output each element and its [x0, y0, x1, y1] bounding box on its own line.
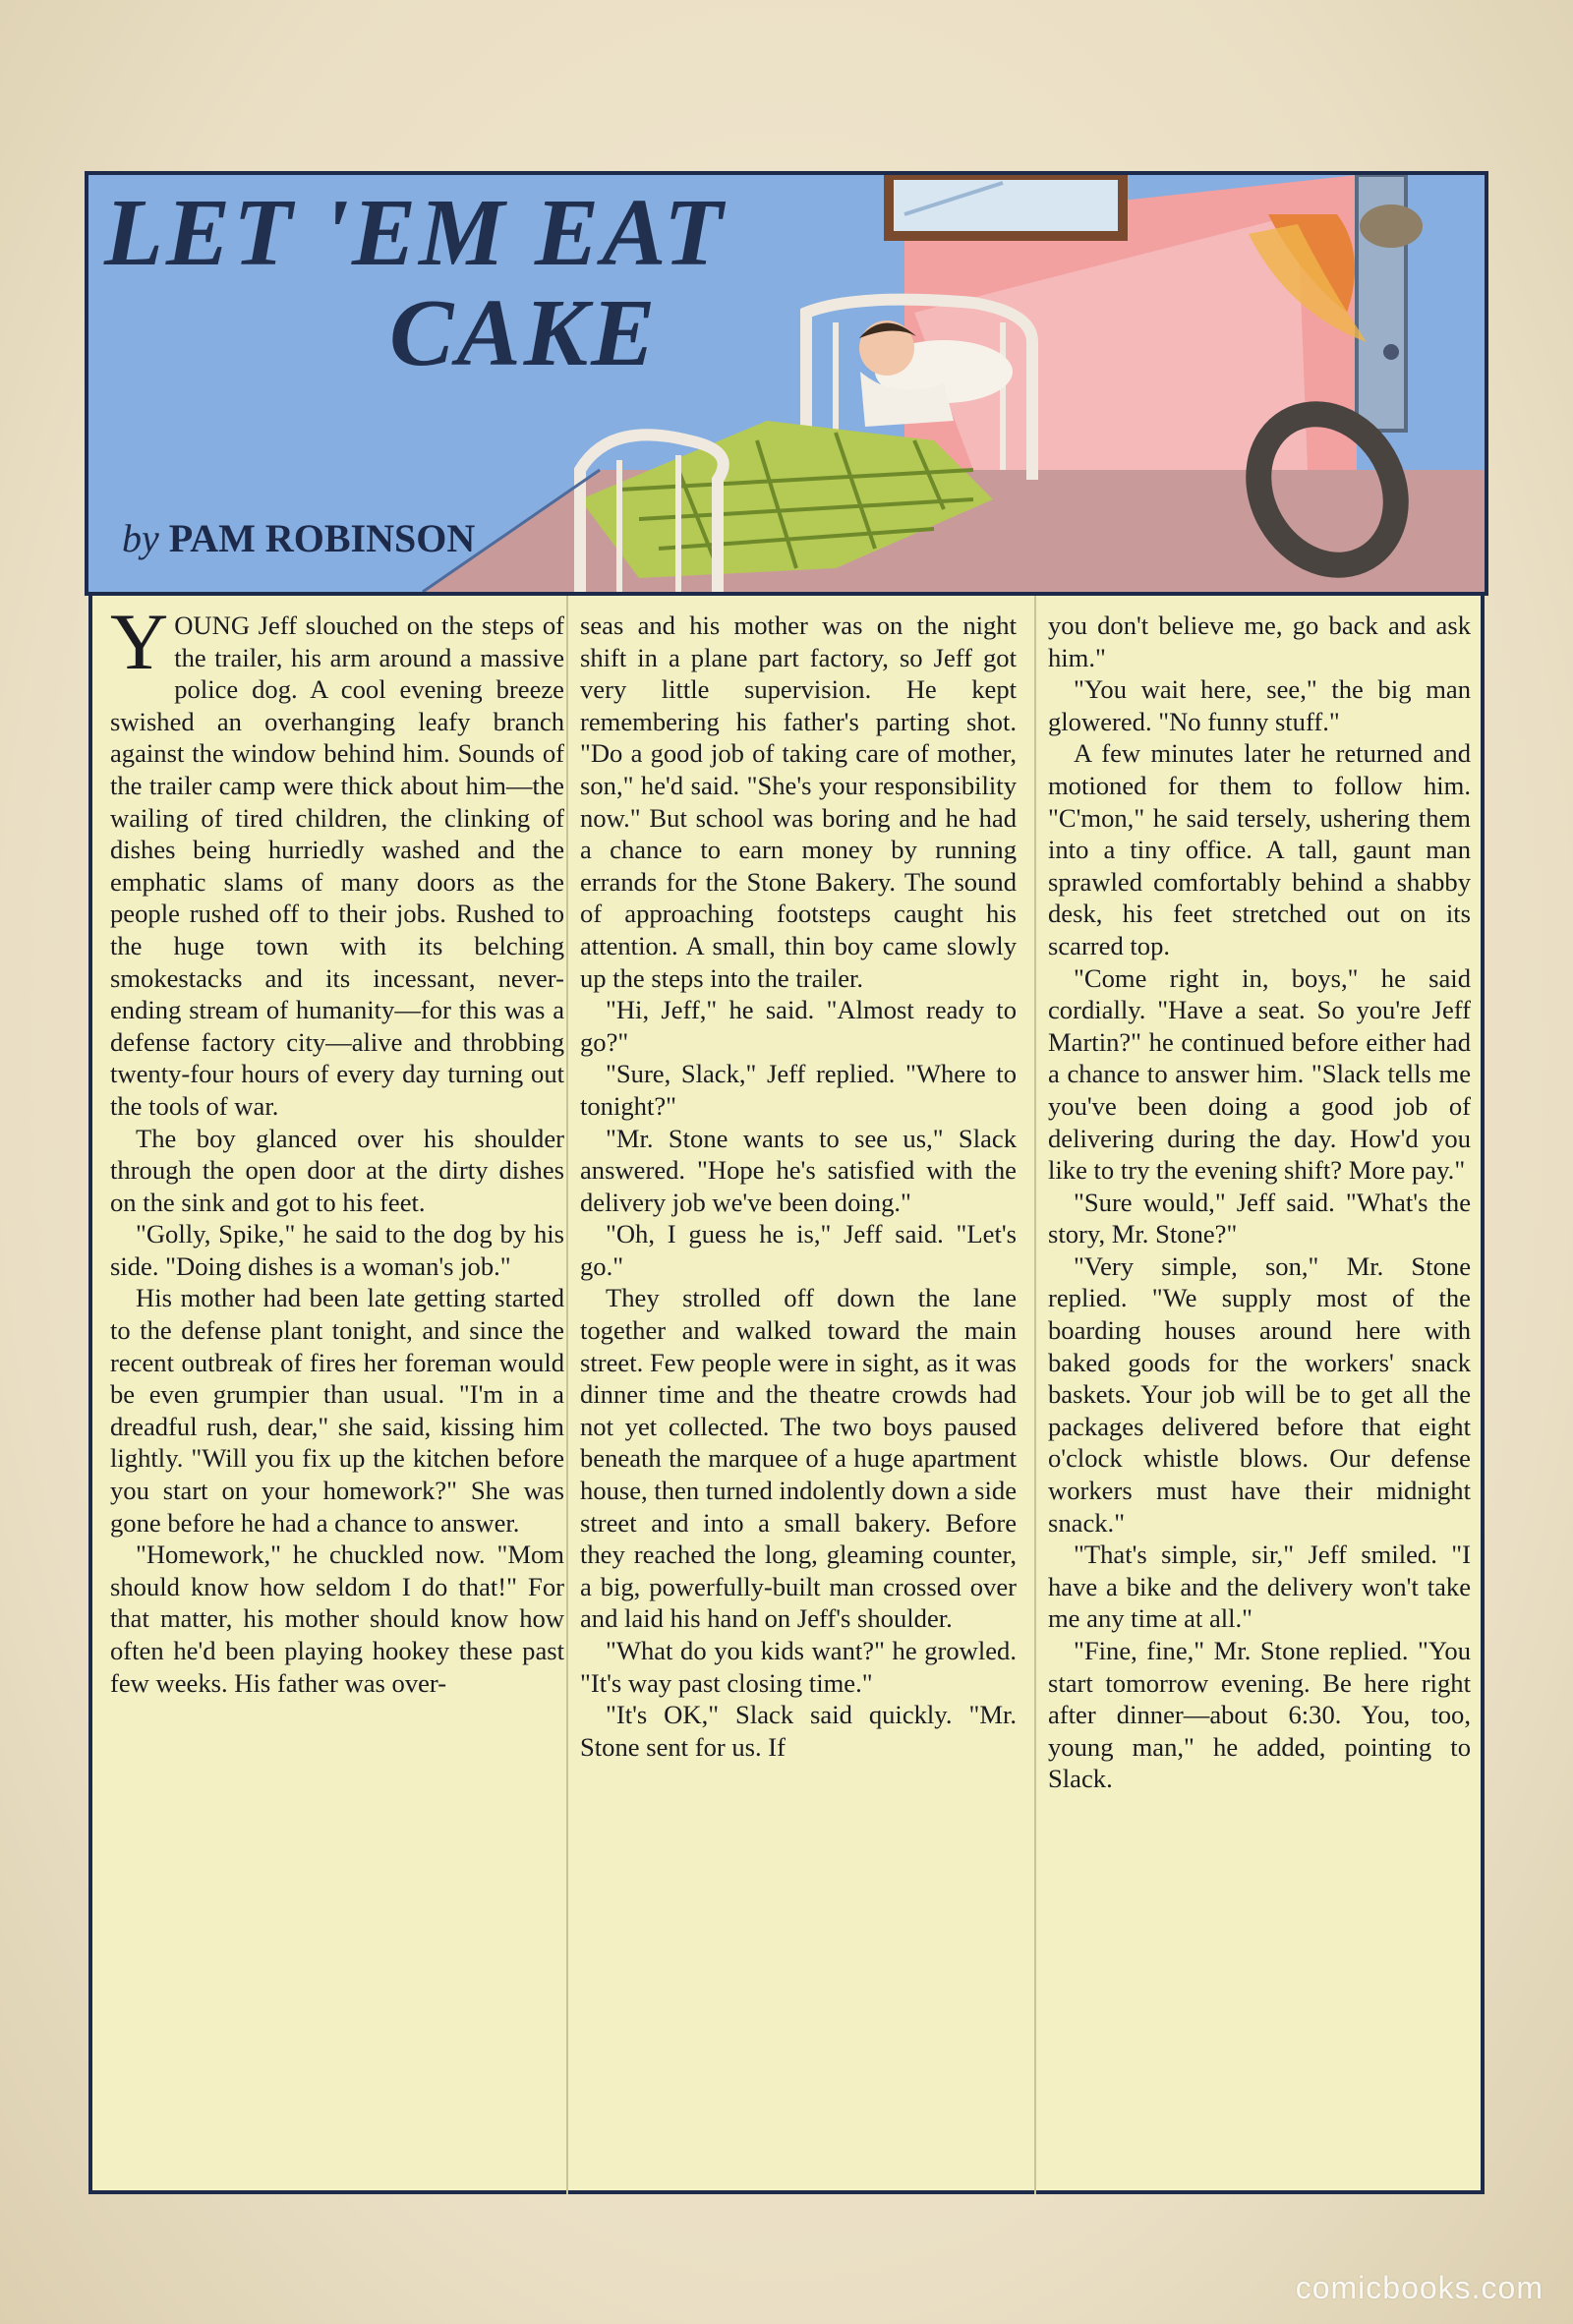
story-paragraph: [110, 1123, 564, 1219]
hat: [1360, 204, 1423, 248]
story-paragraph: [110, 1218, 564, 1282]
story-paragraph: [1048, 610, 1471, 673]
story-paragraph: [580, 610, 1017, 994]
story-paragraph: [580, 1123, 1017, 1219]
paragraph-text: "Homework," he chuckled now. "Mom should know how seldom I do that!" For that matter, his mother should know how often he'd been playing hookey these past few weeks. His father was over-: [110, 1540, 564, 1698]
paragraph-text: They strolled off down the lane together and walked toward the main street. Few people were in sight, as it was dinner time and the theatre crowds had not yet collected. The two boys paused beneath the marquee of a huge apartment house, then turned indolently down a side street and into a small bakery. Before they reached the long, gleaming counter, a big, powerfully-built man crossed over and laid his hand on Jeff's shoulder.: [580, 1283, 1017, 1634]
story-paragraph: [1048, 673, 1471, 737]
story-paragraph: [580, 1282, 1017, 1635]
story-paragraph: [1048, 1635, 1471, 1795]
paragraph-text: "Sure, Slack," Jeff replied. "Where to tonight?": [580, 1059, 1017, 1121]
title-illustration-panel: [85, 171, 1488, 596]
paragraph-text: "Hi, Jeff," he said. "Almost ready to go?": [580, 995, 1017, 1057]
paragraph-text: "Very simple, son," Mr. Stone replied. "We supply most of the boarding houses around here with baked goods for the workers' snack baskets. Your job will be to get all the packages delivered before that eight o'clock whistle blows. Our defense workers must have their midnight snack.": [1048, 1250, 1471, 1538]
paragraph-text: "You wait here, see," the big man glowered. "No funny stuff.": [1048, 674, 1471, 736]
paragraph-text: "Fine, fine," Mr. Stone replied. "You start tomorrow evening. Be here right after dinner—about 6:30. You, too, young man," he added, pointing to Slack.: [1048, 1636, 1471, 1794]
story-column-1: [110, 597, 564, 1699]
paragraph-text: "Come right in, boys," he said cordially. "Have a seat. So you're Jeff Martin?" he continued before either had a chance to answer him. "Slack tells me you've been doing a good job of delivering during the day. How'd you like to try the evening shift? More pay.": [1048, 962, 1471, 1186]
story-paragraph: [110, 1539, 564, 1699]
paragraph-text: "That's simple, sir," Jeff smiled. "I have a bike and the delivery won't take me any time at all.": [1048, 1540, 1471, 1634]
byline: [122, 515, 475, 561]
story-paragraph: [580, 1635, 1017, 1699]
story-paragraph: [1048, 737, 1471, 961]
story-paragraph: [580, 1699, 1017, 1763]
story-column-2: [580, 610, 1017, 1763]
story-title-line-1: LET 'EM EAT: [104, 180, 727, 286]
paragraph-text: seas and his mother was on the night shift in a plane part factory, so Jeff got very little supervision. He kept remembering his father's parting shot. "Do a good job of taking care of mother, son," he'd said. "She's your responsibility now." But school was boring and he had a chance to earn money by running errands for the Stone Bakery. The sound of approaching footsteps caught his attention. A small, thin boy came slowly up the steps into the trailer.: [580, 610, 1017, 993]
paragraph-text: "Golly, Spike," he said to the dog by his side. "Doing dishes is a woman's job.": [110, 1219, 564, 1281]
story-paragraph: [580, 1058, 1017, 1122]
story-paragraph: [110, 1282, 564, 1539]
paragraph-text: OUNG Jeff slouched on the steps of the trailer, his arm around a massive police dog. A cool evening breeze swished an overhanging leafy branch against the window behind him. Sounds of the trailer camp were thick about him—the wailing of tired children, the clinking of dishes being hurriedly washed and the emphatic slams of many doors as the people rushed off to their jobs. Rushed to the huge town with its belching smokestacks and its incessant, never-ending stream of humanity—for this was a defense factory city—alive and throbbing twenty-four hours of every day turning out the tools of war.: [110, 610, 564, 1121]
paragraph-text: you don't believe me, go back and ask him.": [1048, 610, 1471, 672]
story-paragraph: [580, 1218, 1017, 1282]
author-name: PAM ROBINSON: [168, 516, 476, 560]
paragraph-text: A few minutes later he returned and motioned for them to follow him. "C'mon," he said tersely, ushering them into a tiny office. A tall, gaunt man sprawled comfortably behind a shabby desk, his feet stretched out on its scarred top.: [1048, 738, 1471, 960]
story-paragraph: [1048, 1250, 1471, 1539]
story-paragraph: [1048, 1539, 1471, 1635]
story-text-frame: [88, 596, 1485, 2194]
paragraph-text: "What do you kids want?" he growled. "It's way past closing time.": [580, 1636, 1017, 1698]
paragraph-text: "Oh, I guess he is," Jeff said. "Let's go.": [580, 1219, 1017, 1281]
story-column-3: [1048, 610, 1471, 1795]
paragraph-text: "It's OK," Slack said quickly. "Mr. Stone sent for us. If: [580, 1700, 1017, 1762]
paragraph-text: His mother had been late getting started to the defense plant tonight, and since the recent outbreak of fires her foreman would be even grumpier than usual. "I'm in a dreadful rush, dear," she said, kissing him lightly. "Will you fix up the kitchen before you start on your homework?" She was gone before he had a chance to answer.: [110, 1283, 564, 1538]
drop-cap: Y: [110, 597, 169, 686]
story-paragraph: [110, 597, 564, 1123]
byline-by: by: [122, 516, 159, 560]
paragraph-text: The boy glanced over his shoulder through the open door at the dirty dishes on the sink and got to his feet.: [110, 1123, 564, 1217]
story-paragraph: [580, 994, 1017, 1058]
watermark: comicbooks.com: [1295, 2270, 1544, 2305]
door-knob: [1383, 344, 1399, 360]
window: [889, 175, 1123, 236]
story-paragraph: [1048, 962, 1471, 1187]
paragraph-text: "Sure would," Jeff said. "What's the story, Mr. Stone?": [1048, 1187, 1471, 1249]
column-divider: [566, 596, 568, 2194]
story-title-line-2: CAKE: [389, 280, 659, 386]
story-paragraph: [1048, 1187, 1471, 1250]
column-divider: [1034, 596, 1036, 2194]
paragraph-text: "Mr. Stone wants to see us," Slack answered. "Hope he's satisfied with the delivery job we've been doing.": [580, 1123, 1017, 1217]
